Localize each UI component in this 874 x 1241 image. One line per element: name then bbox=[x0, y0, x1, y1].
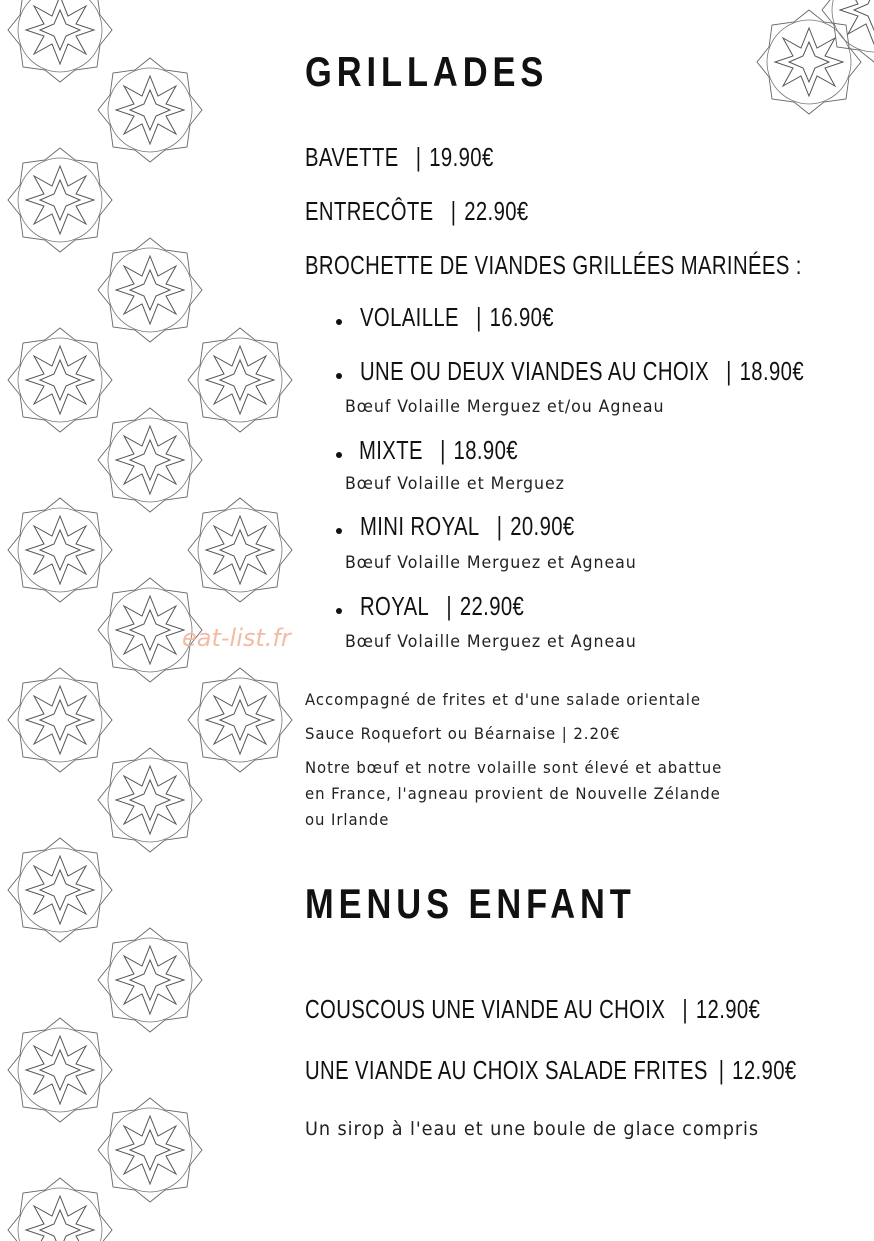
bullet bbox=[336, 373, 342, 379]
item-price: 22.90€ bbox=[464, 196, 529, 226]
menu-item: VOLAILLE | 16.90€ bbox=[360, 302, 554, 332]
section-title-menus-enfant: MENUS ENFANT bbox=[305, 880, 636, 927]
menu-item: ROYAL | 22.90€ bbox=[360, 591, 525, 621]
moroccan-pattern-corner bbox=[744, 0, 874, 130]
item-description: Bœuf Volaille et Merguez bbox=[345, 474, 565, 494]
bullet bbox=[336, 528, 342, 534]
item-price: 20.90€ bbox=[510, 511, 575, 541]
item-price: 12.90€ bbox=[695, 994, 761, 1024]
moroccan-pattern-left bbox=[0, 0, 300, 1241]
watermark: eat-list.fr bbox=[182, 624, 291, 652]
item-name: COUSCOUS UNE VIANDE AU CHOIX bbox=[305, 994, 666, 1024]
item-description: Bœuf Volaille Merguez et Agneau bbox=[345, 632, 637, 652]
note-kids: Un sirop à l'eau et une boule de glace compris bbox=[305, 1118, 760, 1140]
note-origin-line: en France, l'agneau provient de Nouvelle Zélande bbox=[305, 784, 721, 803]
menu-item: COUSCOUS UNE VIANDE AU CHOIX | 12.90€ bbox=[305, 994, 761, 1024]
item-description: Bœuf Volaille Merguez et/ou Agneau bbox=[345, 397, 665, 417]
section-title-grillades: GRILLADES bbox=[305, 48, 549, 95]
menu-item: ENTRECÔTE | 22.90€ bbox=[305, 196, 529, 226]
item-price: 18.90€ bbox=[453, 435, 518, 465]
item-name: MINI ROYAL bbox=[360, 511, 480, 541]
note-sides: Accompagné de frites et d'une salade orientale bbox=[305, 690, 701, 709]
note-origin-line: ou Irlande bbox=[305, 810, 390, 829]
item-price: 12.90€ bbox=[732, 1055, 797, 1085]
bullet bbox=[336, 319, 342, 325]
bullet bbox=[336, 608, 342, 614]
item-name: VOLAILLE bbox=[360, 302, 459, 332]
brochette-heading: BROCHETTE DE VIANDES GRILLÉES MARINÉES : bbox=[305, 250, 802, 280]
note-sauce: Sauce Roquefort ou Béarnaise | 2.20€ bbox=[305, 724, 621, 743]
menu-item: UNE VIANDE AU CHOIX SALADE FRITES | 12.90€ bbox=[305, 1055, 797, 1085]
menu-item: MIXTE | 18.90€ bbox=[359, 435, 518, 465]
menu-item: BAVETTE | 19.90€ bbox=[305, 142, 494, 172]
item-description: Bœuf Volaille Merguez et Agneau bbox=[345, 553, 637, 573]
item-name: BAVETTE bbox=[305, 142, 399, 172]
item-price: 18.90€ bbox=[739, 356, 804, 386]
item-name: ROYAL bbox=[360, 591, 430, 621]
item-name: UNE OU DEUX VIANDES AU CHOIX bbox=[360, 356, 709, 386]
bullet bbox=[336, 452, 342, 458]
menu-item: UNE OU DEUX VIANDES AU CHOIX | 18.90€ bbox=[360, 356, 804, 386]
menu-item: MINI ROYAL | 20.90€ bbox=[360, 511, 575, 541]
item-price: 22.90€ bbox=[459, 591, 525, 621]
note-origin-line: Notre bœuf et notre volaille sont élevé et abattue bbox=[305, 758, 723, 777]
item-name: UNE VIANDE AU CHOIX SALADE FRITES bbox=[305, 1055, 708, 1085]
item-price: 19.90€ bbox=[429, 142, 494, 172]
item-name: ENTRECÔTE bbox=[305, 196, 434, 226]
item-price: 16.90€ bbox=[489, 302, 554, 332]
item-name: MIXTE bbox=[359, 435, 423, 465]
